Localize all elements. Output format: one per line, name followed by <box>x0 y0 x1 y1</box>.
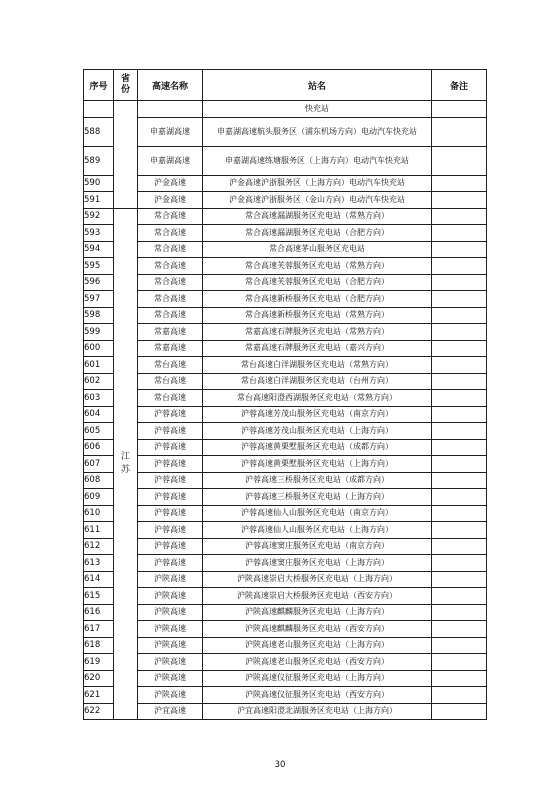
table-row <box>84 307 487 324</box>
highway-name: 沪蓉高速 <box>138 538 203 555</box>
table-row <box>84 373 487 390</box>
note-cell <box>432 101 487 118</box>
note-cell <box>432 604 487 621</box>
row-number: 616 <box>84 604 114 621</box>
note-cell <box>432 406 487 423</box>
row-number: 620 <box>84 670 114 687</box>
table-row <box>84 604 487 621</box>
row-number: 589 <box>84 146 114 175</box>
highway-name: 常合高速 <box>138 291 203 308</box>
station-name: 沪蓉高速黄栗墅服务区充电站（成都方向） <box>203 439 432 456</box>
table-row <box>84 117 487 146</box>
highway-name: 沪陕高速 <box>138 670 203 687</box>
highway-name: 沪蓉高速 <box>138 423 203 440</box>
station-name: 沪蓉高速仙人山服务区充电站（上海方向） <box>203 522 432 539</box>
note-cell <box>432 146 487 175</box>
table-row <box>84 274 487 291</box>
table-row <box>84 192 487 209</box>
row-number: 588 <box>84 117 114 146</box>
note-cell <box>432 456 487 473</box>
header-row <box>84 70 487 101</box>
note-cell <box>432 340 487 357</box>
station-name: 沪陕高速麒麟服务区充电站（上海方向） <box>203 604 432 621</box>
note-cell <box>432 274 487 291</box>
note-cell <box>432 373 487 390</box>
row-number: 609 <box>84 489 114 506</box>
station-name: 常合高速茅山服务区充电站 <box>203 241 432 258</box>
note-cell <box>432 571 487 588</box>
row-number: 617 <box>84 621 114 638</box>
station-name: 沪陕高速老山服务区充电站（上海方向） <box>203 637 432 654</box>
note-cell <box>432 555 487 572</box>
station-name: 常合高速漏湖服务区充电站（合肥方向） <box>203 225 432 242</box>
row-number: 592 <box>84 208 114 225</box>
row-number: 612 <box>84 538 114 555</box>
station-name: 沪金高速沪浙服务区（金山方向）电动汽车快充站 <box>203 192 432 209</box>
row-number: 593 <box>84 225 114 242</box>
highway-name: 申嘉湖高速 <box>138 146 203 175</box>
row-number: 604 <box>84 406 114 423</box>
header-province <box>114 70 138 101</box>
note-cell <box>432 390 487 407</box>
station-name: 沪蓉高速芳茂山服务区充电站（上海方向） <box>203 423 432 440</box>
note-cell <box>432 588 487 605</box>
highway-name: 沪蓉高速 <box>138 555 203 572</box>
row-number: 605 <box>84 423 114 440</box>
row-number: 622 <box>84 703 114 720</box>
note-cell <box>432 489 487 506</box>
row-number: 619 <box>84 654 114 671</box>
row-number <box>84 101 114 118</box>
highway-name: 沪蓉高速 <box>138 505 203 522</box>
table-row <box>84 472 487 489</box>
table-row <box>84 439 487 456</box>
table-row <box>84 390 487 407</box>
table-row <box>84 621 487 638</box>
station-name: 沪蓉高速三桥服务区充电站（成都方向） <box>203 472 432 489</box>
table-row <box>84 456 487 473</box>
station-name: 沪金高速沪浙服务区（上海方向）电动汽车快充站 <box>203 175 432 192</box>
page-number: 30 <box>274 760 286 770</box>
row-number: 606 <box>84 439 114 456</box>
station-name: 沪蓉高速窦庄服务区充电站（南京方向） <box>203 538 432 555</box>
row-number: 599 <box>84 324 114 341</box>
note-cell <box>432 208 487 225</box>
highway-name: 常合高速 <box>138 258 203 275</box>
table-row <box>84 505 487 522</box>
table-row <box>84 101 487 118</box>
row-number: 600 <box>84 340 114 357</box>
note-cell <box>432 258 487 275</box>
table-row <box>84 340 487 357</box>
highway-name: 沪蓉高速 <box>138 472 203 489</box>
note-cell <box>432 117 487 146</box>
table-row <box>84 241 487 258</box>
row-number: 610 <box>84 505 114 522</box>
station-name: 快充站 <box>203 101 432 118</box>
note-cell <box>432 637 487 654</box>
highway-name: 沪宜高速 <box>138 703 203 720</box>
row-number: 595 <box>84 258 114 275</box>
note-cell <box>432 241 487 258</box>
table-row <box>84 571 487 588</box>
table-row <box>84 637 487 654</box>
row-number: 613 <box>84 555 114 572</box>
table-row <box>84 258 487 275</box>
province-cell-jiangsu <box>114 208 138 720</box>
station-name: 常合高速芙蓉服务区充电站（常熟方向） <box>203 258 432 275</box>
row-number: 601 <box>84 357 114 374</box>
row-number: 611 <box>84 522 114 539</box>
highway-name <box>138 101 203 118</box>
highway-name: 沪陕高速 <box>138 604 203 621</box>
highway-name: 常合高速 <box>138 307 203 324</box>
highway-name: 沪蓉高速 <box>138 456 203 473</box>
highway-name: 沪蓉高速 <box>138 489 203 506</box>
table-row <box>84 291 487 308</box>
table-row <box>84 324 487 341</box>
table-row <box>84 670 487 687</box>
highway-name: 常嘉高速 <box>138 340 203 357</box>
row-number: 621 <box>84 687 114 704</box>
highway-name: 沪陕高速 <box>138 571 203 588</box>
table-row <box>84 357 487 374</box>
row-number: 590 <box>84 175 114 192</box>
table-row <box>84 703 487 720</box>
highway-name: 常台高速 <box>138 390 203 407</box>
note-cell <box>432 522 487 539</box>
station-name: 常嘉高速石牌服务区充电站（嘉兴方向） <box>203 340 432 357</box>
note-cell <box>432 291 487 308</box>
station-name: 沪陕高速仪征服务区充电站（上海方向） <box>203 670 432 687</box>
station-name: 常嘉高速石牌服务区充电站（常熟方向） <box>203 324 432 341</box>
highway-name: 沪陕高速 <box>138 687 203 704</box>
header-highway: 高速名称 <box>138 70 203 101</box>
note-cell <box>432 538 487 555</box>
highway-name: 沪金高速 <box>138 192 203 209</box>
note-cell <box>432 654 487 671</box>
province-cell-top <box>114 101 138 209</box>
highway-name: 沪陕高速 <box>138 588 203 605</box>
station-name: 沪宜高速阳澄北湖服务区充电站（上海方向） <box>203 703 432 720</box>
station-name: 常合高速芙蓉服务区充电站（合肥方向） <box>203 274 432 291</box>
highway-name: 常台高速 <box>138 373 203 390</box>
row-number: 596 <box>84 274 114 291</box>
row-number: 608 <box>84 472 114 489</box>
highway-name: 常台高速 <box>138 357 203 374</box>
header-station: 站名 <box>203 70 432 101</box>
station-name: 沪蓉高速黄栗墅服务区充电站（上海方向） <box>203 456 432 473</box>
station-name: 沪蓉高速窦庄服务区充电站（上海方向） <box>203 555 432 572</box>
table-row <box>84 538 487 555</box>
highway-name: 沪蓉高速 <box>138 522 203 539</box>
header-province-text: 省份 <box>120 73 130 95</box>
row-number: 591 <box>84 192 114 209</box>
row-number: 597 <box>84 291 114 308</box>
note-cell <box>432 687 487 704</box>
charging-station-table <box>83 69 487 720</box>
station-name: 申嘉湖高速练塘服务区（上海方向）电动汽车快充站 <box>203 146 432 175</box>
note-cell <box>432 423 487 440</box>
note-cell <box>432 192 487 209</box>
table-row <box>84 146 487 175</box>
note-cell <box>432 225 487 242</box>
table-row <box>84 654 487 671</box>
station-name: 沪蓉高速芳茂山服务区充电站（南京方向） <box>203 406 432 423</box>
row-number: 607 <box>84 456 114 473</box>
note-cell <box>432 670 487 687</box>
row-number: 615 <box>84 588 114 605</box>
highway-name: 沪陕高速 <box>138 637 203 654</box>
table-row <box>84 555 487 572</box>
table-body <box>84 101 487 720</box>
station-name: 常合高速新桥服务区充电站（合肥方向） <box>203 291 432 308</box>
note-cell <box>432 703 487 720</box>
station-name: 沪陕高速老山服务区充电站（西安方向） <box>203 654 432 671</box>
highway-name: 沪金高速 <box>138 175 203 192</box>
row-number: 602 <box>84 373 114 390</box>
station-name: 常台高速阳澄西湖服务区充电站（常熟方向） <box>203 390 432 407</box>
station-name: 沪陕高速麒麟服务区充电站（西安方向） <box>203 621 432 638</box>
table-row <box>84 175 487 192</box>
station-name: 沪陕高速崇启大桥服务区充电站（西安方向） <box>203 588 432 605</box>
table-row <box>84 225 487 242</box>
note-cell <box>432 472 487 489</box>
highway-name: 常合高速 <box>138 208 203 225</box>
station-name: 申嘉湖高速航头服务区（浦东机场方向）电动汽车快充站 <box>203 117 432 146</box>
station-name: 沪蓉高速三桥服务区充电站（上海方向） <box>203 489 432 506</box>
note-cell <box>432 505 487 522</box>
row-number: 594 <box>84 241 114 258</box>
station-name: 常台高速白洋湖服务区充电站（常熟方向） <box>203 357 432 374</box>
header-note: 备注 <box>432 70 487 101</box>
province-label: 江苏 <box>120 451 130 475</box>
station-name: 沪蓉高速仙人山服务区充电站（南京方向） <box>203 505 432 522</box>
station-name: 常合高速新桥服务区充电站（常熟方向） <box>203 307 432 324</box>
note-cell <box>432 621 487 638</box>
highway-name: 沪陕高速 <box>138 621 203 638</box>
highway-name: 申嘉湖高速 <box>138 117 203 146</box>
highway-name: 沪陕高速 <box>138 654 203 671</box>
station-name: 常台高速白洋湖服务区充电站（台州方向） <box>203 373 432 390</box>
note-cell <box>432 175 487 192</box>
row-number: 614 <box>84 571 114 588</box>
highway-name: 常合高速 <box>138 274 203 291</box>
station-name: 沪陕高速仪征服务区充电站（西安方向） <box>203 687 432 704</box>
highway-name: 沪蓉高速 <box>138 406 203 423</box>
table-row <box>84 522 487 539</box>
table-row <box>84 406 487 423</box>
station-name: 沪陕高速崇启大桥服务区充电站（上海方向） <box>203 571 432 588</box>
table-row <box>84 208 487 225</box>
table-row <box>84 489 487 506</box>
highway-name: 常嘉高速 <box>138 324 203 341</box>
table-row <box>84 423 487 440</box>
note-cell <box>432 307 487 324</box>
station-name: 常合高速漏湖服务区充电站（常熟方向） <box>203 208 432 225</box>
highway-name: 沪蓉高速 <box>138 439 203 456</box>
note-cell <box>432 357 487 374</box>
table-row <box>84 588 487 605</box>
highway-name: 常合高速 <box>138 241 203 258</box>
row-number: 598 <box>84 307 114 324</box>
note-cell <box>432 324 487 341</box>
note-cell <box>432 439 487 456</box>
row-number: 603 <box>84 390 114 407</box>
highway-name: 常合高速 <box>138 225 203 242</box>
header-seq: 序号 <box>84 70 114 101</box>
table-row <box>84 687 487 704</box>
row-number: 618 <box>84 637 114 654</box>
